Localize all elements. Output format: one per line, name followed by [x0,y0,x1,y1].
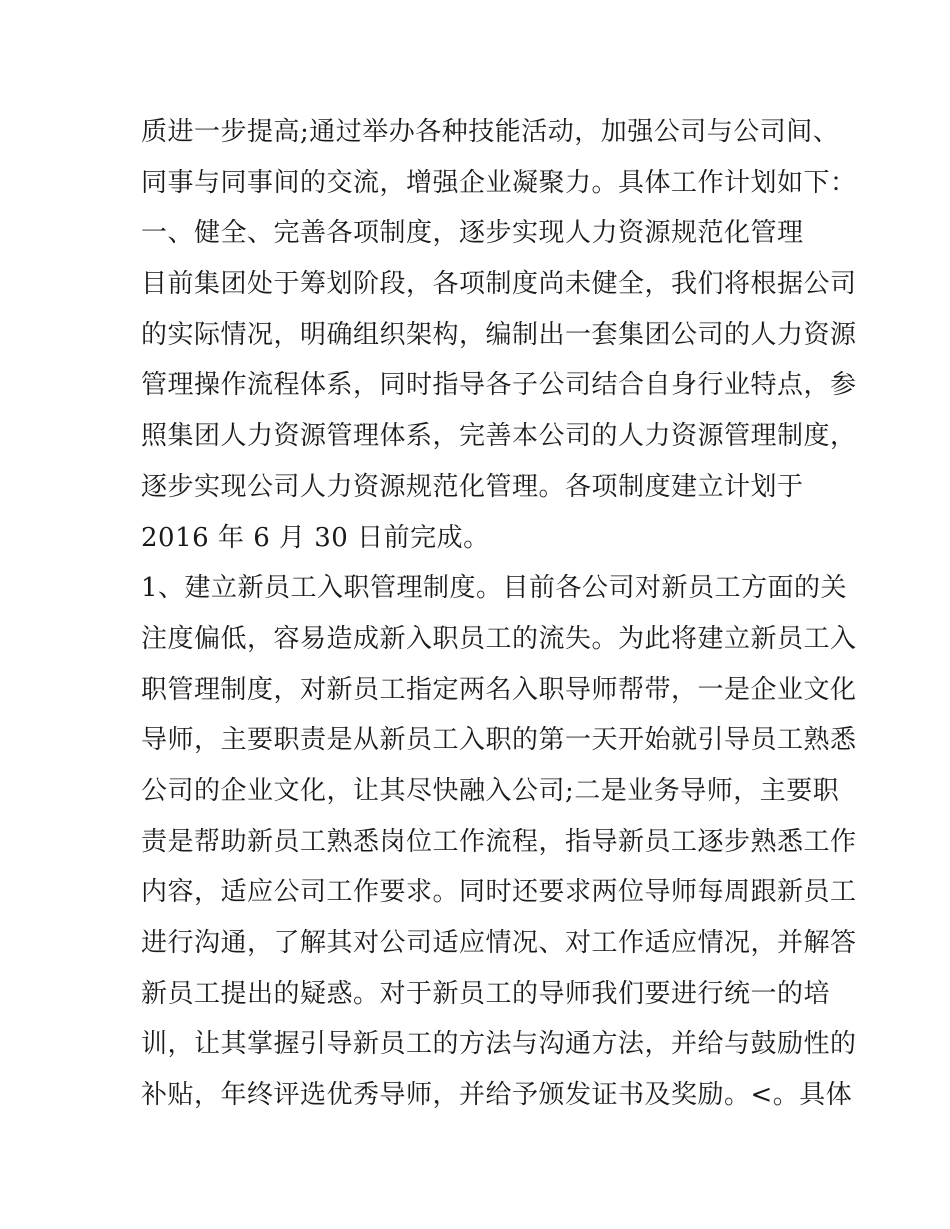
text-line: 同事与同事间的交流，增强企业凝聚力。具体工作计划如下： [141,167,857,198]
body-text [141,107,857,1121]
text-line: 新员工提出的疑惑。对于新员工的导师我们要进行统一的培 [141,978,831,1009]
text-line: 进行沟通，了解其对公司适应情况、对工作适应情况，并解答 [141,928,857,958]
text-line: 训，让其掌握引导新员工的方法与沟通方法，并给与鼓励性的 [141,1029,857,1060]
text-line: 注度偏低，容易造成新入职员工的流失。为此将建立新员工入 [141,623,857,654]
list-item-heading: 1、建立新员工入职管理制度。目前各公司对新员工方面的关 [141,573,848,604]
text-line: 目前集团处于筹划阶段，各项制度尚未健全，我们将根据公司 [141,269,857,300]
text-line: 职管理制度，对新员工指定两名入职导师帮带，一是企业文化 [141,674,857,705]
text-line: 逐步实现公司人力资源规范化管理。各项制度建立计划于 [141,471,804,502]
text-line: 管理操作流程体系，同时指导各子公司结合自身行业特点，参 [141,370,857,401]
text-line: 内容，适应公司工作要求。同时还要求两位导师每周跟新员工 [141,877,857,908]
section-heading: 一、健全、完善各项制度，逐步实现人力资源规范化管理 [141,218,804,249]
text-line: 补贴，年终评选优秀导师，并给予颁发证书及奖励。<。具体 [141,1080,853,1111]
text-line: 导师，主要职责是从新员工入职的第一天开始就引导员工熟悉 [141,725,857,756]
text-line: 的实际情况，明确组织架构，编制出一套集团公司的人力资源 [141,319,857,350]
text-line: 责是帮助新员工熟悉岗位工作流程，指导新员工逐步熟悉工作 [141,826,857,857]
text-line: 公司的企业文化，让其尽快融入公司;二是业务导师，主要职 [141,775,840,806]
text-line: 2016 年 6 月 30 日前完成。 [141,522,490,553]
text-line: 质进一步提高;通过举办各种技能活动，加强公司与公司间、 [141,117,840,147]
text-line: 照集团人力资源管理体系，完善本公司的人力资源管理制度， [141,421,857,452]
